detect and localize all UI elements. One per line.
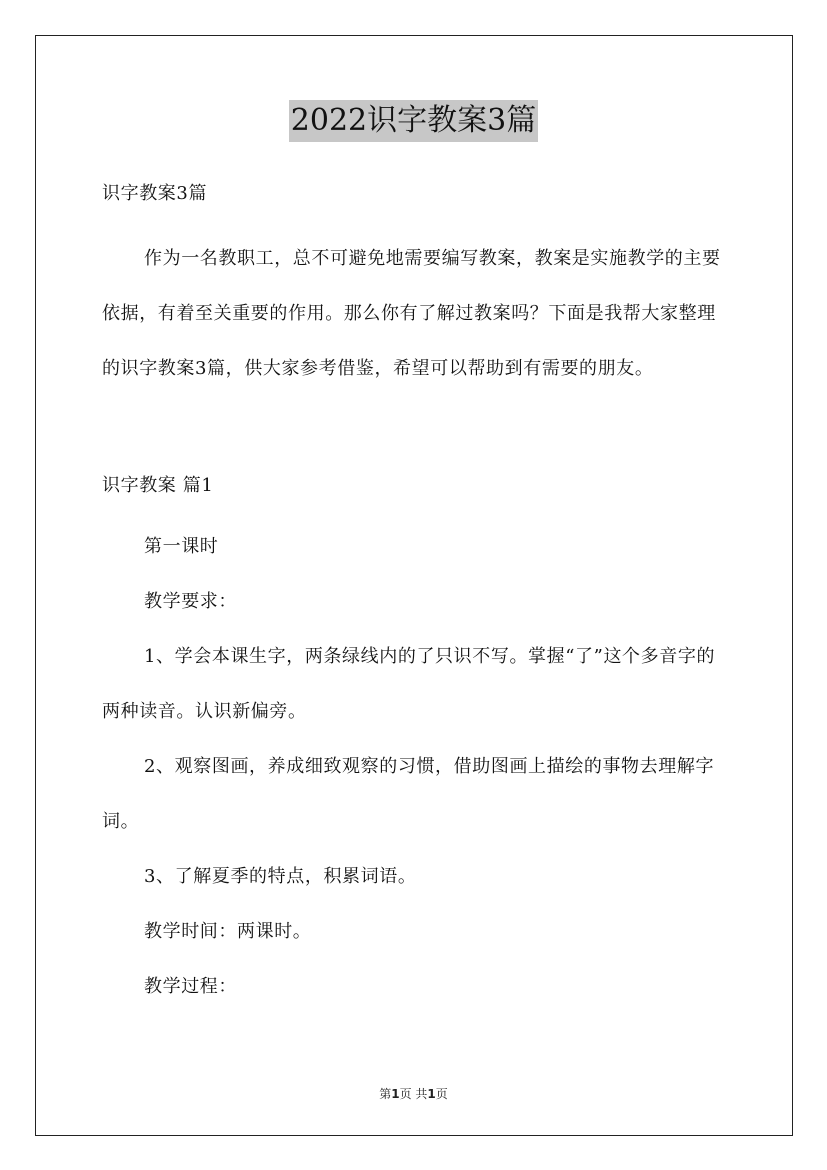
lesson-line: 1、学会本课生字，两条绿线内的了只识不写。掌握“了”这个多音字的两种读音。认识新偏旁。 xyxy=(102,646,716,722)
lesson-line: 第一课时 xyxy=(144,536,219,557)
page-footer xyxy=(0,1085,827,1102)
intro-paragraph: 作为一名教职工，总不可避免地需要编写教案，教案是实施教学的主要依据，有着至关重要的作用。那么你有了解过教案吗？下面是我帮大家整理的识字教案3篇，供大家参考借鉴，希望可以帮助到有需要的朋友。 xyxy=(102,248,721,379)
footer-total-pages: 1 xyxy=(427,1087,436,1101)
lesson-line: 教学要求： xyxy=(144,591,237,612)
footer-prefix: 第 xyxy=(379,1087,392,1101)
footer-mid: 页 共 xyxy=(399,1087,428,1101)
document-title: 2022识字教案3篇 xyxy=(289,100,538,142)
lesson-line: 教学过程： xyxy=(144,976,237,997)
lesson-line: 教学时间：两课时。 xyxy=(144,921,312,942)
section-heading: 识字教案 篇1 xyxy=(102,475,214,496)
lesson-line: 2、观察图画，养成细致观察的习惯，借助图画上描绘的事物去理解字词。 xyxy=(102,756,715,832)
document-heading: 识字教案3篇 xyxy=(102,183,208,204)
title-wrapper xyxy=(0,100,827,142)
footer-suffix: 页 xyxy=(435,1087,448,1101)
document-body xyxy=(102,176,726,1014)
lesson-line: 3、了解夏季的特点，积累词语。 xyxy=(144,866,417,887)
footer-page-number: 1 xyxy=(391,1087,400,1101)
